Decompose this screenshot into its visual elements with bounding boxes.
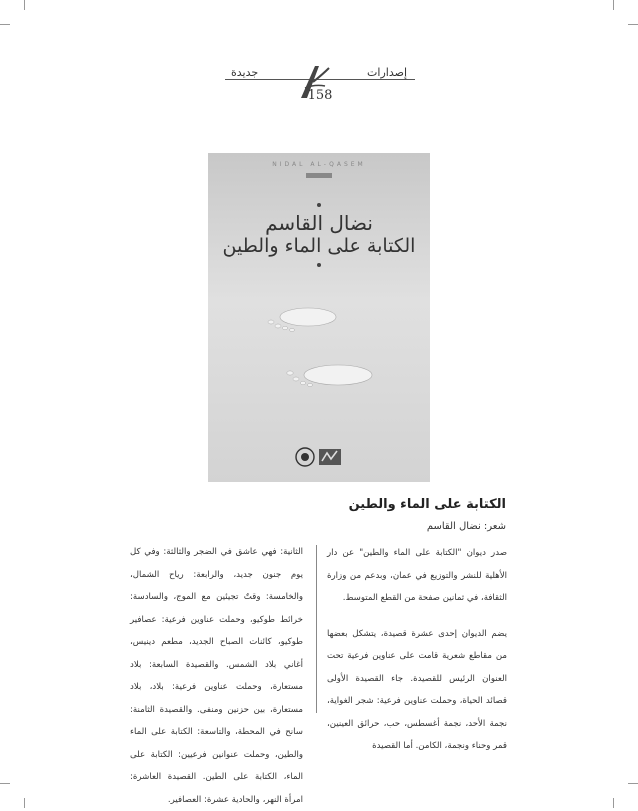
crop-mark xyxy=(628,24,638,25)
page-number: 158 xyxy=(307,88,333,103)
header-right-word: إصدارات xyxy=(367,66,407,79)
crop-mark xyxy=(24,0,25,10)
left-column xyxy=(130,541,303,811)
publisher-logo-icon xyxy=(293,445,343,469)
book-title: الكتابة على الماء والطين xyxy=(348,497,506,512)
crop-mark xyxy=(613,798,614,808)
book-cover xyxy=(208,153,430,482)
paragraph: يضم الديوان إحدى عشرة قصيدة، يتشكل بعضها من مقاطع شعرية قامت على عناوين فرعية تحت العنوان الرئيس للقصيدة. جاء القصيدة الأولى قصائد الحياة، وحملت عناوين فرعية: شجر الغواية، نجمة الأحد، نجمة أغسطس، حب، حرائق العينين، قمر وحناء ونجمة، الكامن. أما القصيدة xyxy=(327,628,507,751)
cover-title: الكتابة على الماء والطين xyxy=(222,235,416,257)
paragraph: صدر ديوان "الكتابة على الماء والطين" عن دار الأهلية للنشر والتوزيع في عمان، وبدعم من وزارة الثقافة، في ثمانين صفحة من القطع المتوسط. xyxy=(327,548,507,603)
crop-mark xyxy=(24,798,25,808)
crop-mark xyxy=(0,24,10,25)
book-author-line: شعر: نضال القاسم xyxy=(426,521,506,532)
crop-mark xyxy=(0,783,10,784)
header-left-word: جديدة xyxy=(231,66,259,79)
footprints-illustration xyxy=(248,303,388,398)
crop-mark xyxy=(628,783,638,784)
cover-tag xyxy=(306,173,332,178)
paragraph: الثانية: فهي عاشق في الضجر والثالثة: وفي كل يوم جنون جديد، والرابعة: رياح الشمال، والخامسة: وقتٌ تجيئين مع الموج، والسادسة: خرائط طوكيو، وحملت عناوين فرعية: عصافير طوكيو، كائنات الصباح الجديد، مطعم دينيس، أغاني بلاد الشمس. والقصيدة السابعة: بلاد مستعارة، وحملت عناوين فرعية: بلاد، بلاد مستعارة، بين حزنين ومنفى. والقصيدة الثامنة: سانح في المحطة، والتاسعة: الكتابة على الماء والطين، وحملت عنوانين فرعيين: الكتابة على الماء، الكتابة على الطين. القصيدة العاشرة: امرأة النهر، والحادية عشرة: العصافير. xyxy=(130,547,303,805)
crop-mark xyxy=(613,0,614,10)
cover-dot xyxy=(317,263,321,267)
right-column xyxy=(327,542,507,758)
cover-author: نضال القاسم xyxy=(265,211,373,235)
cover-dot xyxy=(317,203,321,207)
column-divider xyxy=(316,545,317,713)
cover-latin-name: NIDAL AL-QASEM xyxy=(272,161,366,168)
